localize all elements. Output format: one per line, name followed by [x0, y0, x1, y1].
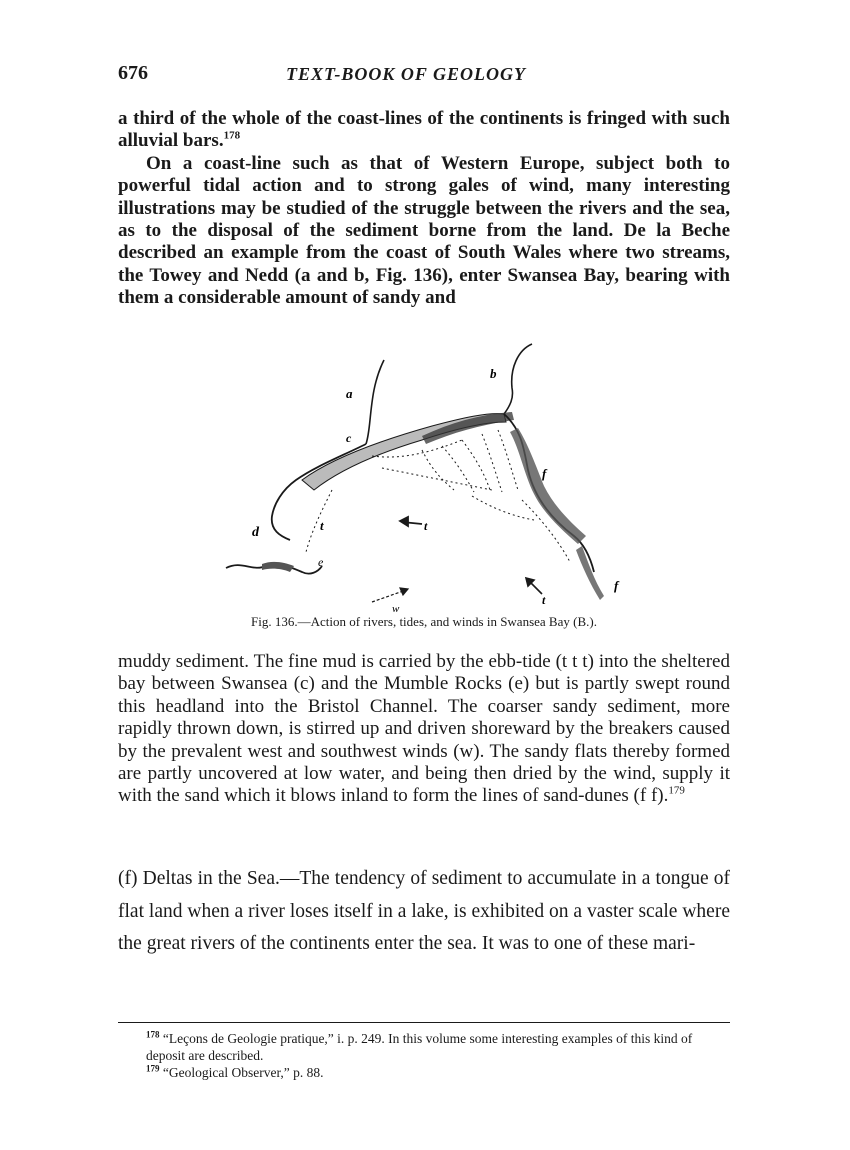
- footnote-ref-178: 178: [223, 130, 241, 143]
- figure-swansea-bay: [222, 340, 642, 620]
- paragraph-1-text: a third of the whole of the coast-lines of the continents is fringed with such alluvial bars.: [118, 108, 730, 152]
- paragraph-2-block: [118, 651, 730, 808]
- paragraph-1b: On a coast-line such as that of Western Europe, subject both to powerful tidal action and to strong gales of wind, many interesting illustrations may be studied of the struggle between the rivers and the sea, as to the disposal of the sediment borne from the land. De la Beche described an example from the coast of South Wales where two streams, the Towey and Nedd (a and b, Fig. 136), enter Swansea Bay, bearing with them a considerable amount of sandy and: [118, 152, 730, 309]
- footnote-179-number: 179: [146, 1063, 160, 1074]
- footnote-178-text: “Leçons de Geologie pratique,” i. p. 249. In this volume some interesting examples of this kind of deposit are described.: [146, 1031, 693, 1063]
- river-a-line: [366, 360, 384, 444]
- label-f1: f: [542, 466, 547, 481]
- label-t3: t: [542, 593, 546, 607]
- tidal-channels: [306, 430, 570, 562]
- figure-caption: Fig. 136.—Action of rivers, tides, and winds in Swansea Bay (B.).: [251, 614, 597, 629]
- sand-dunes-right-lower: [576, 546, 604, 600]
- label-d: d: [252, 525, 259, 540]
- page-number: 676: [118, 62, 148, 84]
- paragraph-3-block: [118, 863, 730, 961]
- footnote-179: [118, 1064, 730, 1081]
- paragraph-deltas: (f) Deltas in the Sea.—The tendency of sediment to accumulate in a tongue of flat land when a river loses itself in a lake, is exhibited on a vaster scale where the great rivers of the continents enter the sea. It was to one of these mari-: [118, 868, 730, 955]
- map-illustration: [222, 340, 642, 620]
- paragraph-1: [118, 108, 730, 153]
- river-b-line: [504, 344, 532, 414]
- paragraph-2: [118, 651, 730, 808]
- sand-dunes-right: [510, 428, 586, 544]
- paragraph-alluvial-bars: [118, 108, 730, 310]
- page-header: [118, 62, 730, 88]
- tide-arrow: [400, 517, 422, 526]
- label-a: a: [346, 386, 353, 401]
- footnote-ref-179: 179: [668, 785, 685, 798]
- label-f2: f: [614, 578, 619, 593]
- label-c: c: [346, 431, 352, 445]
- footnote-divider: [118, 1022, 730, 1023]
- label-e: e: [318, 555, 324, 569]
- label-t2: t: [424, 519, 428, 533]
- footnote-178: [118, 1030, 730, 1064]
- tide-arrow-sw: [526, 578, 542, 594]
- sand-south: [262, 562, 294, 572]
- label-w: w: [392, 603, 400, 615]
- footnote-178-number: 178: [146, 1029, 160, 1040]
- running-head: TEXT-BOOK OF GEOLOGY: [286, 64, 527, 84]
- footnote-179-text: “Geological Observer,” p. 88.: [162, 1065, 324, 1080]
- paragraph-2-text: muddy sediment. The fine mud is carried by the ebb-tide (t t t) into the sheltered bay between Swansea (c) and the Mumble Rocks (e) but is partly swept round this headland into the Bristol Channel. The coarser sandy sediment, more rapidly thrown down, is stirred up and driven shoreward by the breakers caused by the prevalent west and southwest winds (w). The sandy flats thereby formed are partly uncovered at low water, and being then dried by the wind, supply it with the sand which it blows inland to form the lines of sand-dunes (f f).: [118, 651, 730, 807]
- label-t1: t: [320, 518, 324, 533]
- label-b: b: [490, 366, 497, 381]
- footnotes: [118, 1030, 730, 1081]
- wind-arrow: [372, 588, 408, 602]
